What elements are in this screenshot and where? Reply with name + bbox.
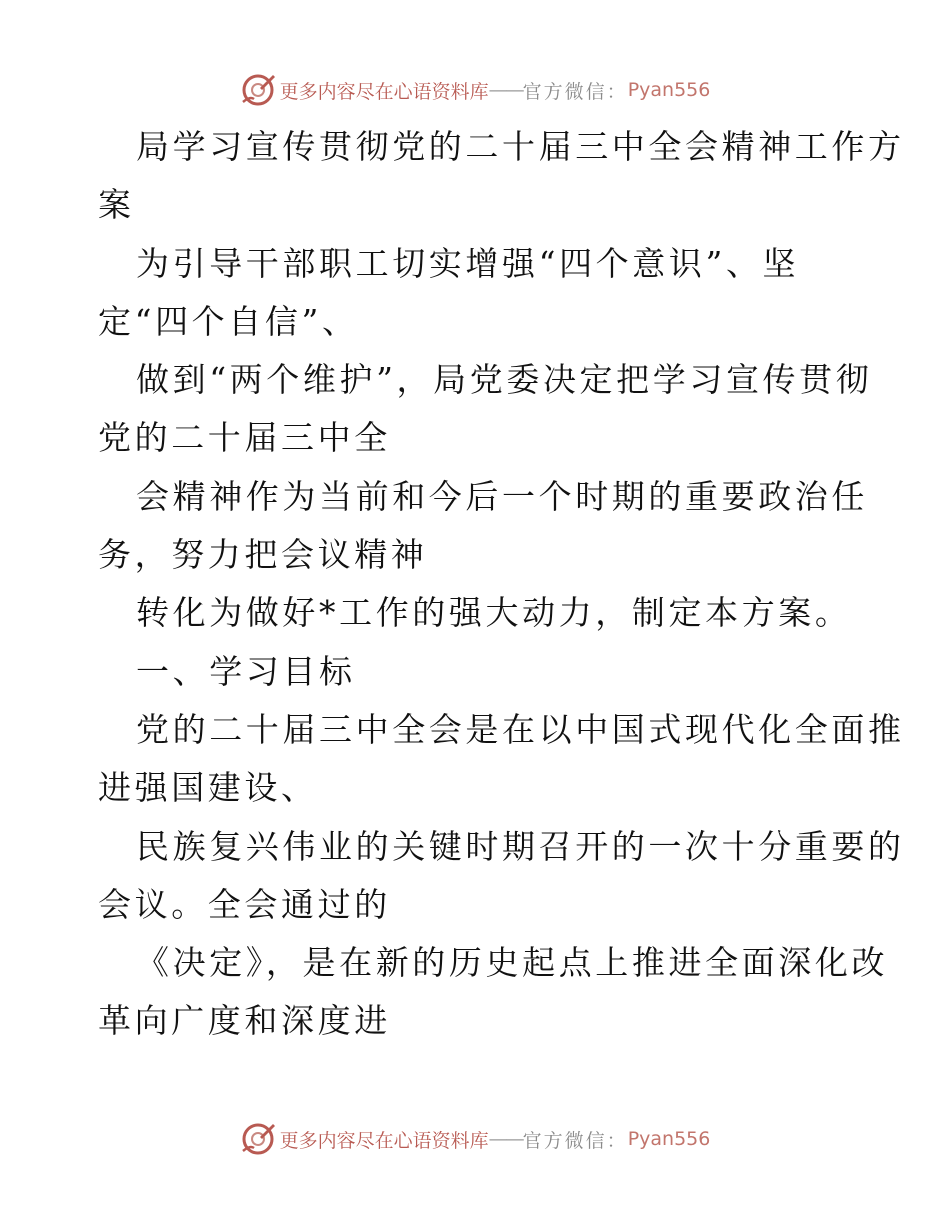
document-line: 一、学习目标 — [136, 651, 356, 691]
document-line: 党的二十届三中全会是在以中国式现代化全面推 — [136, 709, 905, 749]
banner-official-label: 官方微信 — [522, 1129, 607, 1152]
document-line: 革向广度和深度进 — [98, 1001, 391, 1041]
banner-colon: ： — [606, 80, 626, 103]
document-line: 民族复兴伟业的关键时期召开的一次十分重要的 — [136, 826, 905, 866]
footer-banner — [0, 1117, 950, 1161]
pen-nib-logo-icon — [240, 1121, 276, 1157]
banner-colon: ： — [606, 1129, 626, 1152]
document-line: 案 — [98, 185, 135, 225]
document-line: 会精神作为当前和今后一个时期的重要政治任 — [136, 476, 868, 516]
pen-nib-logo-icon — [240, 72, 276, 108]
header-banner — [0, 68, 950, 112]
document-line: 为引导干部职工切实增强“四个意识”、坚 — [136, 243, 800, 283]
document-line: 《决定》，是在新的历史起点上推进全面深化改 — [136, 943, 889, 983]
banner-site-name: 更多内容尽在心语资料库 — [279, 1129, 489, 1152]
document-line: 转化为做好*工作的强大动力，制定本方案。 — [136, 593, 852, 633]
document-line: 定“四个自信”、 — [98, 301, 359, 341]
document-line: 党的二十届三中全 — [98, 418, 391, 458]
banner-dash: —— — [488, 1128, 523, 1150]
document-line: 局学习宣传贯彻党的二十届三中全会精神工作方 — [136, 127, 905, 166]
banner-dash: —— — [488, 79, 523, 101]
banner-official-label: 官方微信 — [522, 80, 607, 103]
banner-site-name: 更多内容尽在心语资料库 — [279, 80, 489, 103]
banner-wechat-id: Pyan556 — [627, 79, 711, 101]
document-line: 务，努力把会议精神 — [98, 535, 428, 575]
banner-wechat-id: Pyan556 — [627, 1128, 711, 1150]
document-line: 会议。全会通过的 — [98, 884, 391, 924]
document-line: 做到“两个维护”，局党委决定把学习宣传贯彻 — [136, 360, 873, 400]
document-line: 进强国建设、 — [98, 768, 318, 808]
document-body — [98, 118, 905, 1051]
